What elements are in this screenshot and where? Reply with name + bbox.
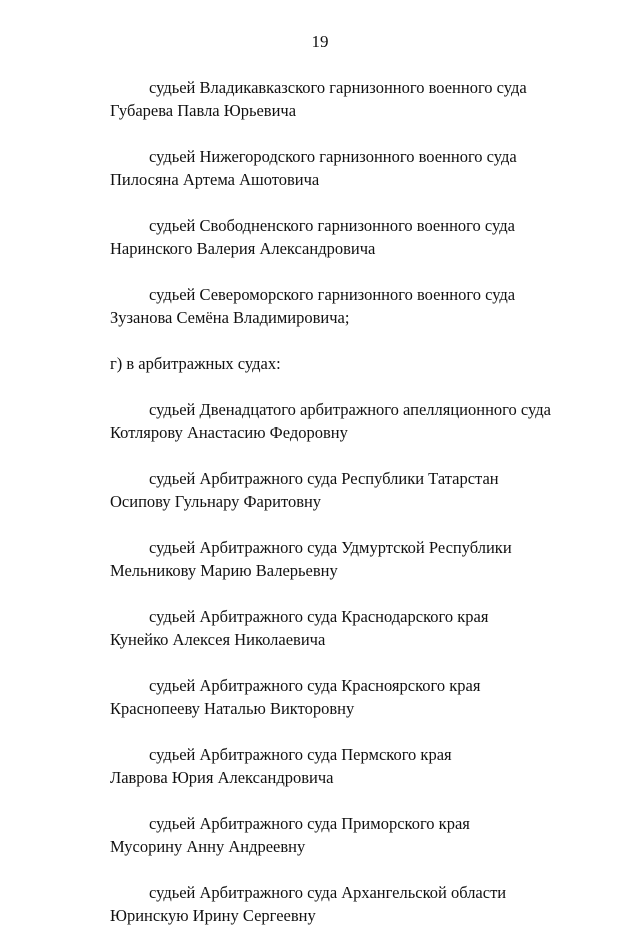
section-heading-text: г) в арбитражных судах:	[110, 354, 281, 373]
appointee-name: Лаврова Юрия Александровича	[110, 768, 334, 787]
appointee-name: Мусорину Анну Андреевну	[110, 837, 306, 856]
appointment-entry	[110, 283, 610, 329]
appointee-name: Наринского Валерия Александровича	[110, 239, 376, 258]
appointee-name: Кунейко Алексея Николаевича	[110, 630, 326, 649]
appointment-entry	[110, 605, 610, 651]
appointee-name: Краснопееву Наталью Викторовну	[110, 699, 355, 718]
appointee-name: Юринскую Ирину Сергеевну	[110, 906, 316, 925]
court-line: судьей Двенадцатого арбитражного апелляционного суда	[149, 400, 551, 419]
court-line: судьей Арбитражного суда Приморского края	[149, 814, 470, 833]
appointment-entry	[110, 145, 610, 191]
court-line: судьей Арбитражного суда Республики Татарстан	[149, 469, 499, 488]
appointee-name: Мельникову Марию Валерьевну	[110, 561, 338, 580]
appointee-name: Губарева Павла Юрьевича	[110, 101, 297, 120]
appointment-entry	[110, 536, 610, 582]
appointment-entry	[110, 214, 610, 260]
section-heading-arbitration	[110, 352, 610, 375]
appointment-entry	[110, 76, 610, 122]
appointments-list	[110, 76, 610, 950]
appointment-entry	[110, 812, 610, 858]
court-line: судьей Арбитражного суда Краснодарского края	[149, 607, 489, 626]
court-line: судьей Арбитражного суда Архангельской области	[149, 883, 507, 902]
appointment-entry	[110, 743, 610, 789]
court-line: судьей Арбитражного суда Удмуртской Республики	[149, 538, 512, 557]
page-number: 19	[311, 32, 329, 51]
court-line: судьей Нижегородского гарнизонного военного суда	[149, 147, 517, 166]
appointee-name: Зузанова Семёна Владимировича;	[110, 308, 350, 327]
court-line: судьей Арбитражного суда Красноярского края	[149, 676, 481, 695]
court-line: судьей Свободненского гарнизонного военного суда	[149, 216, 515, 235]
court-line: судьей Арбитражного суда Пермского края	[149, 745, 452, 764]
appointment-entry	[110, 467, 610, 513]
appointee-name: Котлярову Анастасию Федоровну	[110, 423, 348, 442]
appointee-name: Пилосяна Артема Ашотовича	[110, 170, 320, 189]
appointment-entry	[110, 881, 610, 927]
court-line: судьей Владикавказского гарнизонного военного суда	[149, 78, 527, 97]
court-line: судьей Североморского гарнизонного военного суда	[149, 285, 516, 304]
appointee-name: Осипову Гульнару Фаритовну	[110, 492, 322, 511]
appointment-entry	[110, 398, 610, 444]
appointment-entry	[110, 674, 610, 720]
